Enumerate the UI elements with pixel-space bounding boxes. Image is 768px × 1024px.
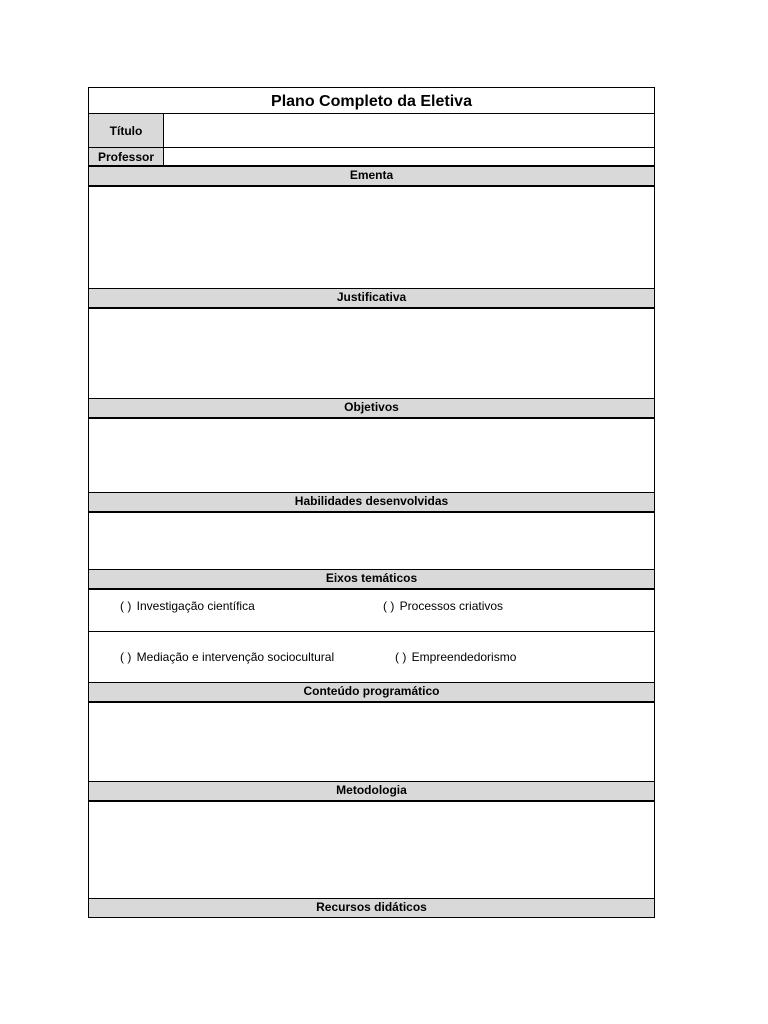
objetivos-header: Objetivos	[89, 399, 654, 419]
checkbox-mark: ( )	[120, 650, 132, 664]
eixos-header: Eixos temáticos	[89, 570, 654, 590]
option-label: Empreendedorismo	[411, 650, 517, 664]
titulo-field[interactable]	[163, 113, 655, 148]
justificativa-header: Justificativa	[89, 289, 654, 309]
eixos-divider	[89, 631, 654, 632]
objetivos-field[interactable]	[89, 419, 654, 494]
eixo-option-investigacao[interactable]	[120, 599, 255, 613]
professor-field[interactable]	[163, 147, 655, 166]
eixo-option-empreendedorismo[interactable]	[395, 650, 516, 664]
eixos-section	[88, 569, 655, 683]
conteudo-header: Conteúdo programático	[89, 683, 654, 703]
habilidades-field[interactable]	[89, 513, 654, 571]
justificativa-section	[88, 288, 655, 399]
ementa-field[interactable]	[89, 187, 654, 290]
option-label: Processos criativos	[399, 599, 504, 613]
titulo-label: Título	[88, 113, 164, 148]
form-title: Plano Completo da Eletiva	[88, 87, 655, 114]
checkbox-mark: ( )	[383, 599, 395, 613]
justificativa-field[interactable]	[89, 309, 654, 400]
option-label: Investigação científica	[136, 599, 255, 613]
option-label: Mediação e intervenção sociocultural	[136, 650, 335, 664]
ementa-header: Ementa	[89, 167, 654, 187]
ementa-section	[88, 166, 655, 289]
habilidades-section	[88, 492, 655, 570]
professor-label: Professor	[88, 147, 164, 166]
checkbox-mark: ( )	[395, 650, 407, 664]
recursos-header: Recursos didáticos	[89, 899, 654, 917]
conteudo-field[interactable]	[89, 703, 654, 783]
eixo-option-processos[interactable]	[383, 599, 503, 613]
recursos-section	[88, 898, 655, 918]
conteudo-section	[88, 682, 655, 782]
eixo-option-mediacao[interactable]	[120, 650, 334, 664]
metodologia-header: Metodologia	[89, 782, 654, 802]
checkbox-mark: ( )	[120, 599, 132, 613]
metodologia-field[interactable]	[89, 802, 654, 900]
habilidades-header: Habilidades desenvolvidas	[89, 493, 654, 513]
metodologia-section	[88, 781, 655, 899]
objetivos-section	[88, 398, 655, 493]
